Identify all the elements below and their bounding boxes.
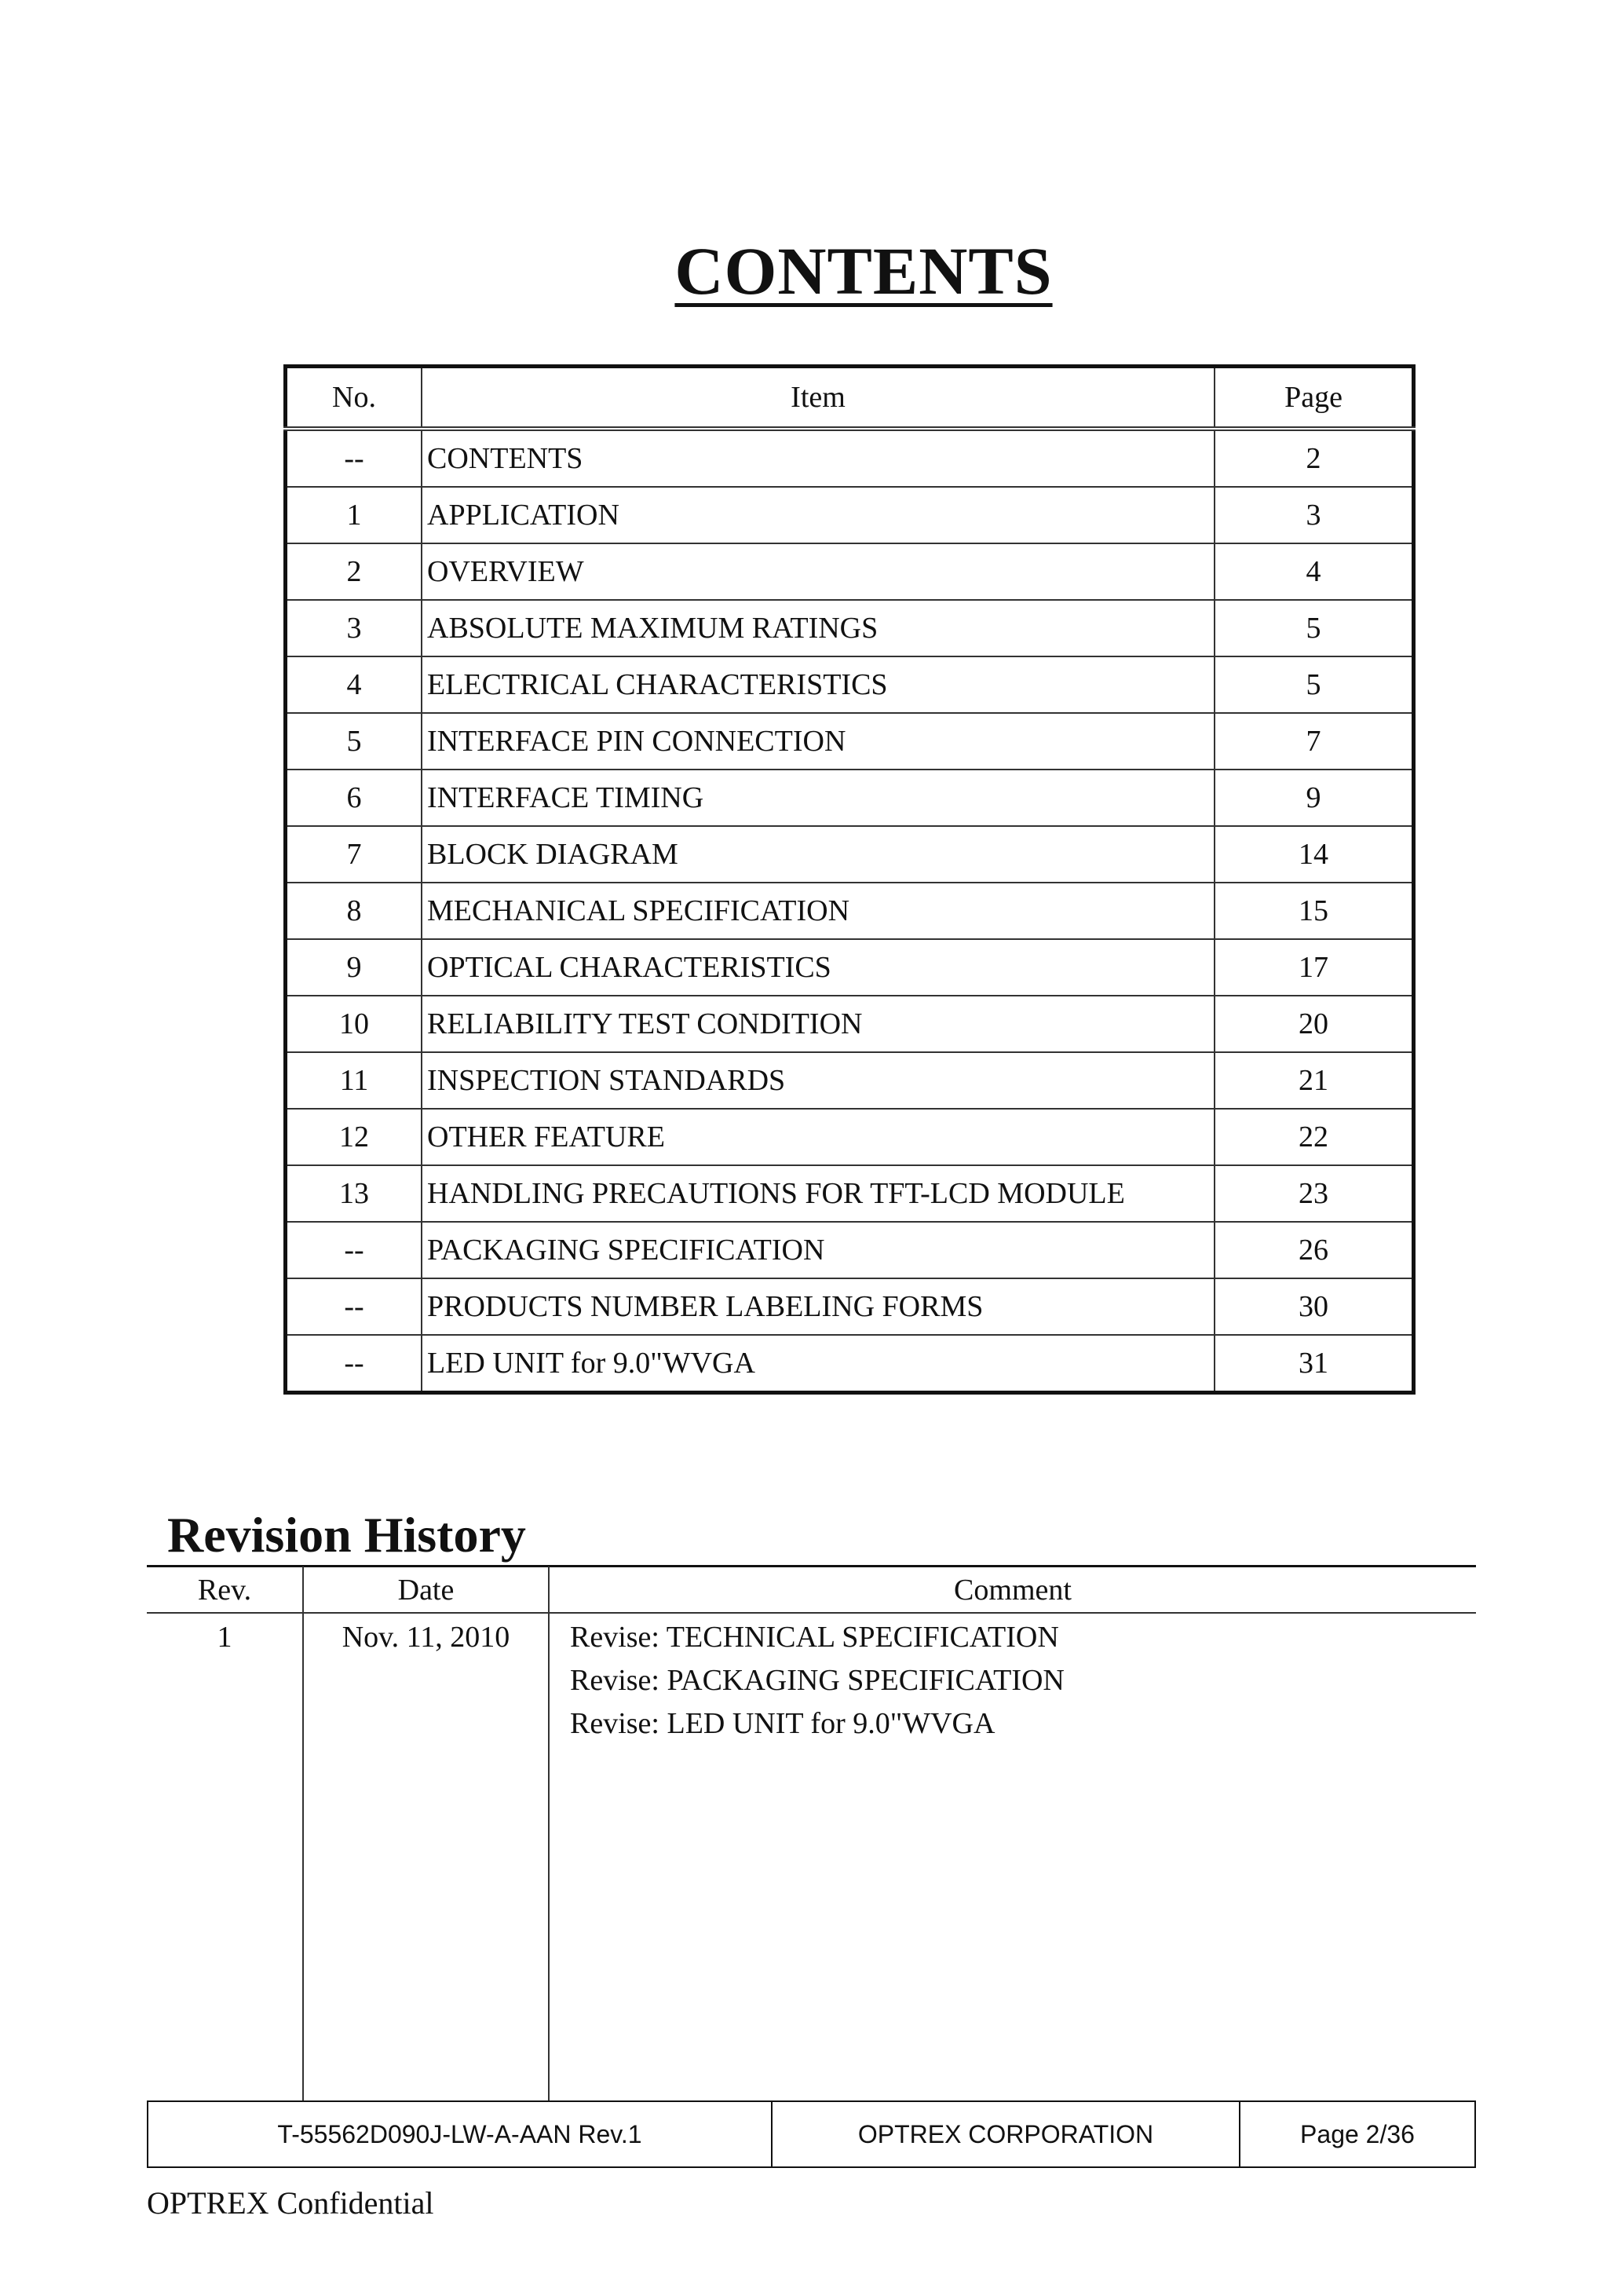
row-number: 3 (286, 600, 422, 656)
date-header: Date (397, 1574, 455, 1607)
table-row (286, 713, 1414, 770)
table-row (286, 543, 1414, 600)
row-number: -- (286, 1222, 422, 1278)
row-item: APPLICATION (422, 487, 1215, 543)
row-number: 10 (286, 996, 422, 1052)
row-page: 2 (1215, 429, 1414, 487)
table-row (286, 996, 1414, 1052)
row-item: OTHER FEATURE (422, 1109, 1215, 1165)
row-number: 6 (286, 770, 422, 826)
table-row (286, 600, 1414, 656)
table-row (286, 429, 1414, 487)
row-item: BLOCK DIAGRAM (422, 826, 1215, 883)
revision-rev: 1 (217, 1621, 232, 1654)
row-page: 21 (1215, 1052, 1414, 1109)
revision-header-rule (147, 1612, 1476, 1614)
row-page: 23 (1215, 1165, 1414, 1222)
row-page: 15 (1215, 883, 1414, 939)
row-item: ABSOLUTE MAXIMUM RATINGS (422, 600, 1215, 656)
revision-comment-3: Revise: LED UNIT for 9.0"WVGA (570, 1707, 995, 1740)
row-number: 5 (286, 713, 422, 770)
row-page: 3 (1215, 487, 1414, 543)
row-number: 2 (286, 543, 422, 600)
table-row (286, 1335, 1414, 1393)
table-row (286, 1278, 1414, 1335)
row-item: INSPECTION STANDARDS (422, 1052, 1215, 1109)
revision-comment-1: Revise: TECHNICAL SPECIFICATION (570, 1621, 1059, 1654)
table-row (286, 883, 1414, 939)
comment-header: Comment (954, 1574, 1072, 1607)
row-item: LED UNIT for 9.0"WVGA (422, 1335, 1215, 1393)
header-item: Item (422, 367, 1215, 430)
row-number: 8 (286, 883, 422, 939)
revision-top-rule (147, 1565, 1476, 1567)
row-page: 14 (1215, 826, 1414, 883)
table-row (286, 656, 1414, 713)
row-number: -- (286, 1278, 422, 1335)
row-page: 31 (1215, 1335, 1414, 1393)
row-item: OVERVIEW (422, 543, 1215, 600)
revision-date: Nov. 11, 2010 (342, 1621, 510, 1654)
row-number: -- (286, 1335, 422, 1393)
row-number: 1 (286, 487, 422, 543)
revision-comment-2: Revise: PACKAGING SPECIFICATION (570, 1664, 1065, 1697)
row-number: 12 (286, 1109, 422, 1165)
confidential-notice: OPTREX Confidential (147, 2185, 434, 2221)
page-footer (147, 2100, 1476, 2168)
table-row (286, 1165, 1414, 1222)
table-row (286, 1222, 1414, 1278)
footer-company: OPTREX CORPORATION (773, 2102, 1240, 2166)
rev-header: Rev. (197, 1574, 252, 1607)
row-page: 5 (1215, 656, 1414, 713)
page-title: CONTENTS (674, 233, 1053, 309)
row-item: HANDLING PRECAUTIONS FOR TFT-LCD MODULE (422, 1165, 1215, 1222)
row-page: 5 (1215, 600, 1414, 656)
contents-header-row (286, 367, 1414, 430)
row-item: CONTENTS (422, 429, 1215, 487)
row-number: 7 (286, 826, 422, 883)
row-page: 30 (1215, 1278, 1414, 1335)
header-page: Page (1215, 367, 1414, 430)
table-row (286, 770, 1414, 826)
row-number: -- (286, 429, 422, 487)
row-item: PACKAGING SPECIFICATION (422, 1222, 1215, 1278)
row-page: 26 (1215, 1222, 1414, 1278)
row-number: 4 (286, 656, 422, 713)
table-row (286, 939, 1414, 996)
row-number: 9 (286, 939, 422, 996)
row-item: MECHANICAL SPECIFICATION (422, 883, 1215, 939)
contents-table (283, 364, 1416, 1395)
row-page: 9 (1215, 770, 1414, 826)
row-number: 13 (286, 1165, 422, 1222)
row-number: 11 (286, 1052, 422, 1109)
table-row (286, 1109, 1414, 1165)
row-page: 22 (1215, 1109, 1414, 1165)
row-item: RELIABILITY TEST CONDITION (422, 996, 1215, 1052)
row-page: 4 (1215, 543, 1414, 600)
revision-history-title: Revision History (167, 1507, 526, 1563)
row-item: OPTICAL CHARACTERISTICS (422, 939, 1215, 996)
row-item: INTERFACE TIMING (422, 770, 1215, 826)
row-item: INTERFACE PIN CONNECTION (422, 713, 1215, 770)
row-page: 7 (1215, 713, 1414, 770)
row-item: PRODUCTS NUMBER LABELING FORMS (422, 1278, 1215, 1335)
row-page: 17 (1215, 939, 1414, 996)
footer-page-number: Page 2/36 (1300, 2119, 1415, 2148)
table-row (286, 826, 1414, 883)
revision-divider-2 (548, 1567, 550, 2100)
table-row (286, 487, 1414, 543)
row-item: ELECTRICAL CHARACTERISTICS (422, 656, 1215, 713)
table-row (286, 1052, 1414, 1109)
header-no: No. (286, 367, 422, 430)
footer-doc-id: T-55562D090J-LW-A-AAN Rev.1 (148, 2102, 773, 2166)
row-page: 20 (1215, 996, 1414, 1052)
